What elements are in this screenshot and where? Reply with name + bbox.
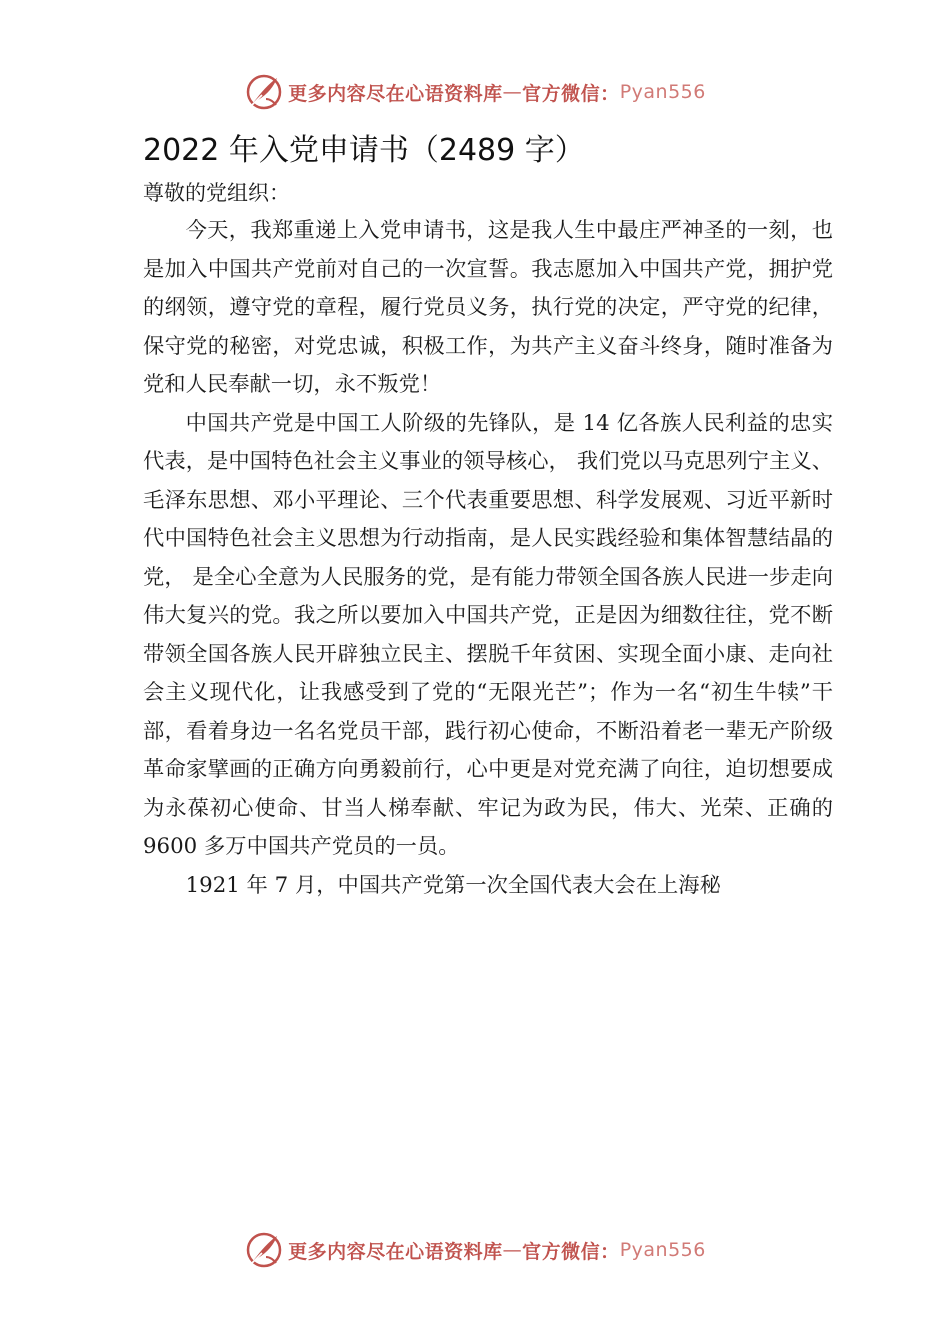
paragraph-3: 1921 年 7 月，中国共产党第一次全国代表大会在上海秘 (185, 872, 721, 898)
banner-wechat-id: Pyan556 (619, 81, 706, 103)
salutation: 尊敬的党组织： (143, 181, 290, 205)
header-banner (0, 70, 950, 114)
feather-pen-logo-icon (244, 1230, 284, 1270)
banner-wechat-id: Pyan556 (619, 1239, 706, 1261)
paragraph-2: 中国共产党是中国工人阶级的先锋队，是 14 亿各族人民利益的忠实代表，是中国特色社会主义事业的领导核心， 我们党以马克思列宁主义、毛泽东思想、邓小平理论、三个代表重要思想、科学发展观、习近平新时代中国特色社会主义思想为行动指南，是人民实践经验和集体智慧结晶的党， 是全心全意为人民服务的党，是有能力带领全国各族人民进一步走向伟大复兴的党。我之所以要加入中国共产党，正是因为细数往往，党不断带领全国各族人民开辟独立民主、摆脱千年贫困、实现全面小康、走向社会主义现代化，让我感受到了党的“无限光芒”；作为一名“初生牛犊”干部，看着身边一名名党员干部，践行初心使命，不断沿着老一辈无产阶级革命家擘画的正确方向勇毅前行，心中更是对党充满了向往，迫切想要成为永葆初心使命、甘当人梯奉献、牢记为政为民，伟大、光荣、正确的 9600 多万中国共产党员的一员。 (143, 410, 833, 859)
banner-text: 更多内容尽在心语资料库 (288, 1240, 503, 1263)
footer-banner (0, 1228, 950, 1272)
feather-pen-logo-icon (244, 72, 284, 112)
banner-official-label: 官方微信： (522, 82, 620, 105)
banner-dash: — (502, 1239, 523, 1261)
document-body (143, 128, 833, 905)
banner-text: 更多内容尽在心语资料库 (288, 82, 503, 105)
banner-dash: — (502, 81, 523, 103)
paragraph-1: 今天，我郑重递上入党申请书，这是我人生中最庄严神圣的一刻，也是加入中国共产党前对自己的一次宣誓。我志愿加入中国共产党，拥护党的纲领，遵守党的章程，履行党员义务，执行党的决定，严守党的纪律，保守党的秘密，对党忠诚，积极工作，为共产主义奋斗终身，随时准备为党和人民奉献一切，永不叛党！ (143, 218, 833, 397)
page-title: 2022 年入党申请书（2489 字） (143, 133, 585, 168)
banner-official-label: 官方微信： (522, 1240, 620, 1263)
